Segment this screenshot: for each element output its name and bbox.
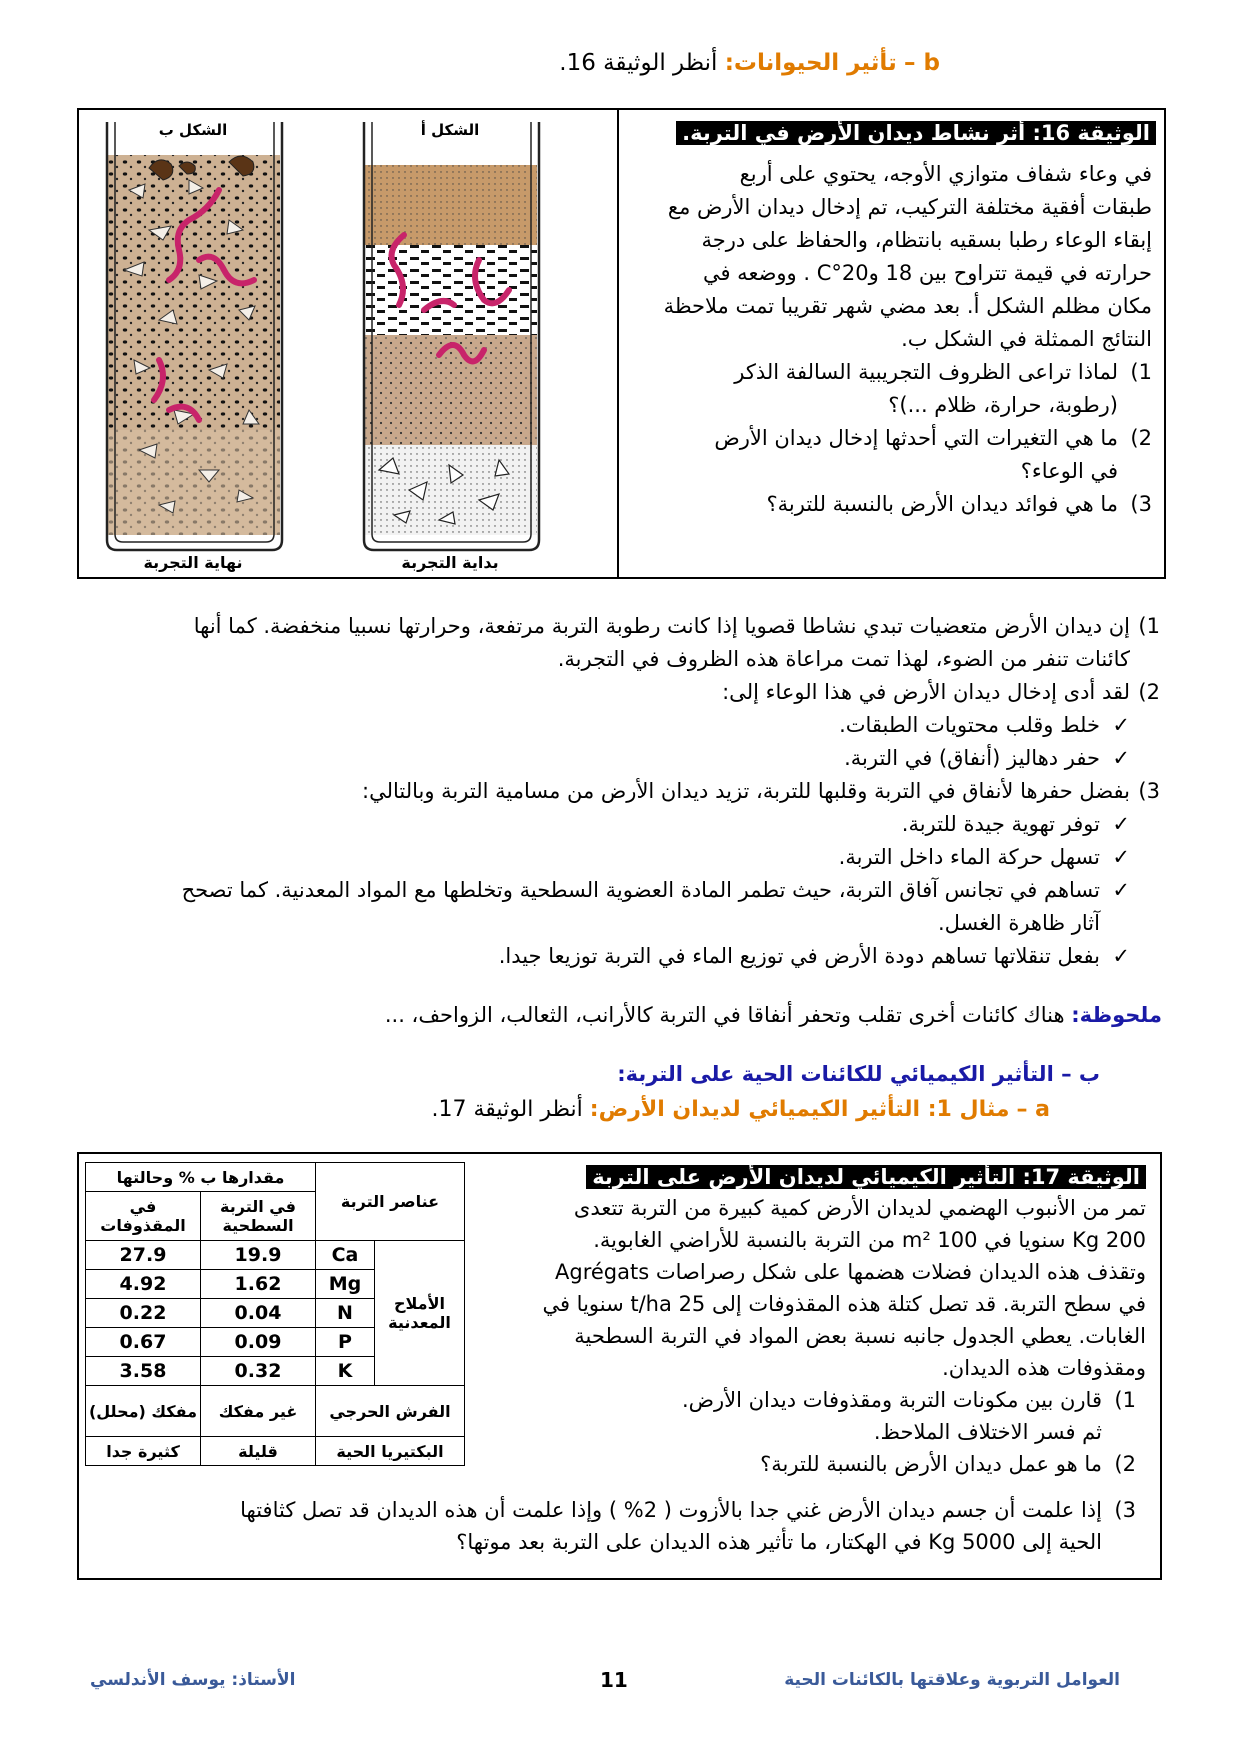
check-mark-icon: ✓ xyxy=(1112,713,1130,737)
doc17-paragraph xyxy=(476,1192,1146,1384)
figure-b-label: الشكل ب xyxy=(158,121,228,139)
doc17-line: 200 Kg سنويا في 100 m² من التربة بالنسبة للأراضي الغابوية. xyxy=(593,1228,1146,1252)
table-header-casts: في المقذوفات xyxy=(86,1192,201,1241)
check-mark-icon: ✓ xyxy=(1112,746,1130,770)
doc17-line: الغابات. يعطي الجدول جانبه نسبة بعض المواد في التربة السطحية xyxy=(574,1324,1146,1348)
doc17-question: 2) ما هو عمل ديدان الأرض بالنسبة للتربة؟ xyxy=(760,1452,1136,1476)
figure-a-container xyxy=(364,122,539,550)
doc17-header: الوثيقة 17: التأثير الكيميائي لديدان الأرض على التربة xyxy=(586,1165,1146,1189)
doc16-line: إبقاء الوعاء رطبا بسقيه بانتظام، والحفاظ على درجة xyxy=(701,228,1152,252)
doc16-divider xyxy=(617,110,619,577)
table-header-surface: في التربة السطحية xyxy=(201,1192,316,1241)
answers16 xyxy=(70,610,1160,973)
table-row: K 0.32 3.58 xyxy=(86,1357,465,1386)
check-mark-icon: ✓ xyxy=(1112,878,1130,902)
section-b-letter: b – xyxy=(904,50,940,76)
table-header-elements: عناصر التربة xyxy=(316,1163,465,1241)
doc16-illustration xyxy=(79,110,617,577)
table-group-minerals: الأملاح المعدنية xyxy=(375,1241,465,1386)
figure-b-container xyxy=(107,122,282,550)
table-row: الفرش الحرجي غير مفكك مفكك (محلل) xyxy=(86,1386,465,1437)
figure-a-label: الشكل أ xyxy=(420,121,480,139)
answer-3: 3) بفضل حفرها لأنفاق في التربة وقلبها للتربة، تزيد ديدان الأرض من مسامية التربة وبالتالي: ✓ توفر تهوية جيدة للتربة. ✓ تسهل حركة الماء داخل التربة. ✓ تساهم في تجانس آفاق التربة، حيث تطمر المادة العضوية السطحية وتخلطها مع المواد المعدنية. كما تصحح آثار ظاهرة الغسل. ✓ بفعل تنقلاتها تساهم دودة الأرض في توزيع الماء في التربة توزيعا جيدا. xyxy=(70,775,1160,973)
doc17-table xyxy=(85,1162,465,1466)
doc16-line: طبقات أفقية مختلفة التركيب، تم إدخال ديدان الأرض مع xyxy=(667,195,1152,219)
table-row: البكتيريا الحية قليلة كثيرة جدا xyxy=(86,1437,465,1466)
section-b-ref: أنظر الوثيقة 16. xyxy=(559,50,718,76)
doc16-line: النتائج الممثلة في الشكل ب. xyxy=(901,327,1152,351)
doc17-questions xyxy=(476,1384,1136,1480)
doc16-box xyxy=(77,108,1166,579)
doc17-question: 1) قارن بين مكونات التربة ومقذوفات ديدان الأرض. ثم فسر الاختلاف الملاحظ. xyxy=(681,1388,1136,1444)
answer-3-item: ✓ تساهم في تجانس آفاق التربة، حيث تطمر المادة العضوية السطحية وتخلطها مع المواد المعدنية. كما تصحح آثار ظاهرة الغسل. xyxy=(182,874,1130,940)
doc16-text-panel xyxy=(626,118,1156,521)
table-row: الأملاح المعدنية Ca 19.9 27.9 xyxy=(86,1241,465,1270)
caption-start: بداية التجربة xyxy=(401,553,499,572)
caption-end: نهاية التجربة xyxy=(143,553,243,572)
section-ba-sub: a – مثال 1: التأثير الكيميائي لديدان الأرض: أنظر الوثيقة 17. xyxy=(431,1097,1050,1122)
answer-3-item: ✓ تسهل حركة الماء داخل التربة. xyxy=(182,841,1130,874)
check-mark-icon: ✓ xyxy=(1112,812,1130,836)
answer-2-item: ✓ خلط وقلب محتويات الطبقات. xyxy=(722,709,1130,742)
doc17-text-panel xyxy=(476,1162,1146,1480)
doc16-line: في وعاء شفاف متوازي الأوجه، يحتوي على أربع xyxy=(739,162,1152,186)
note xyxy=(385,1003,1162,1027)
doc17-question-3: 3) إذا علمت أن جسم ديدان الأرض غني جدا بالأزوت ( 2% ) وإذا علمت أن هذه الديدان قد تصل كثافتها الحية إلى 5000 Kg في الهكتار، ما تأثير هذه الديدان على التربة بعد موتها؟ xyxy=(240,1498,1136,1554)
check-mark-icon: ✓ xyxy=(1112,944,1130,968)
table-header-amount: مقدارها ب % وحالتها xyxy=(86,1163,316,1192)
answer-2-item: ✓ حفر دهاليز (أنفاق) في التربة. xyxy=(722,742,1130,775)
answer-1: 1) إن ديدان الأرض متعضيات تبدي نشاطا قصويا إذا كانت رطوبة التربة مرتفعة، وحرارتها نسبيا منخفضة. كما أنها كائنات تنفر من الضوء، لهذا تمت مراعاة هذه الظروف في التجربة. xyxy=(193,614,1160,671)
section-ba-title: ب – التأثير الكيميائي للكائنات الحية على التربة: xyxy=(617,1062,1100,1086)
doc16-question: 3) ما هي فوائد ديدان الأرض بالنسبة للتربة؟ xyxy=(766,492,1152,516)
note-label: ملحوظة: xyxy=(1071,1003,1162,1027)
doc17-line: ومقذوفات هذه الديدان. xyxy=(942,1356,1146,1380)
doc16-question: 2) ما هي التغيرات التي أحدثها إدخال ديدان الأرض في الوعاء؟ xyxy=(714,426,1152,483)
section-b-title xyxy=(559,50,940,76)
answer-3-item: ✓ بفعل تنقلاتها تساهم دودة الأرض في توزيع الماء في التربة توزيعا جيدا. xyxy=(182,940,1130,973)
doc17-line: وتقذف هذه الديدان فضلات هضمها على شكل رصراصات Agrégats xyxy=(555,1260,1146,1284)
answer-3-item: ✓ توفر تهوية جيدة للتربة. xyxy=(182,808,1130,841)
footer-page-number: 11 xyxy=(600,1668,628,1692)
doc16-paragraph xyxy=(626,158,1152,356)
doc16-questions xyxy=(626,356,1152,521)
doc16-line: حرارته في قيمة تتراوح بين 18 و20°C . ووضعه في xyxy=(702,261,1152,285)
table-row: N 0.04 0.22 xyxy=(86,1299,465,1328)
footer-author: الأستاذ: يوسف الأندلسي xyxy=(90,1670,296,1690)
section-b-label: تأثير الحيوانات: xyxy=(724,50,897,76)
doc17-box xyxy=(77,1152,1162,1580)
check-mark-icon: ✓ xyxy=(1112,845,1130,869)
note-text: هناك كائنات أخرى تقلب وتحفر أنفاقا في التربة كالأرانب، الثعالب، الزواحف، ... xyxy=(384,1003,1065,1027)
doc17-line: في سطح التربة. قد تصل كتلة هذه المقذوفات إلى 25 t/ha سنويا في xyxy=(542,1292,1146,1316)
answer-2: 2) لقد أدى إدخال ديدان الأرض في هذا الوعاء إلى: ✓ خلط وقلب محتويات الطبقات. ✓ حفر دهاليز (أنفاق) في التربة. xyxy=(70,676,1160,775)
table-row: P 0.09 0.67 xyxy=(86,1328,465,1357)
doc16-line: مكان مظلم الشكل أ. بعد مضي شهر تقريبا تمت ملاحظة xyxy=(663,294,1152,318)
footer-title: العوامل التربوية وعلاقتها بالكائنات الحية xyxy=(784,1670,1120,1690)
doc16-question: 1) لماذا تراعى الظروف التجريبية السالفة الذكر (رطوبة، حرارة، ظلام ...)؟ xyxy=(734,360,1152,417)
table-row: Mg 1.62 4.92 xyxy=(86,1270,465,1299)
doc17-line: تمر من الأنبوب الهضمي لديدان الأرض كمية كبيرة من التربة تتعدى xyxy=(573,1196,1146,1220)
doc16-header: الوثيقة 16: أثر نشاط ديدان الأرض في التربة. xyxy=(676,121,1156,145)
